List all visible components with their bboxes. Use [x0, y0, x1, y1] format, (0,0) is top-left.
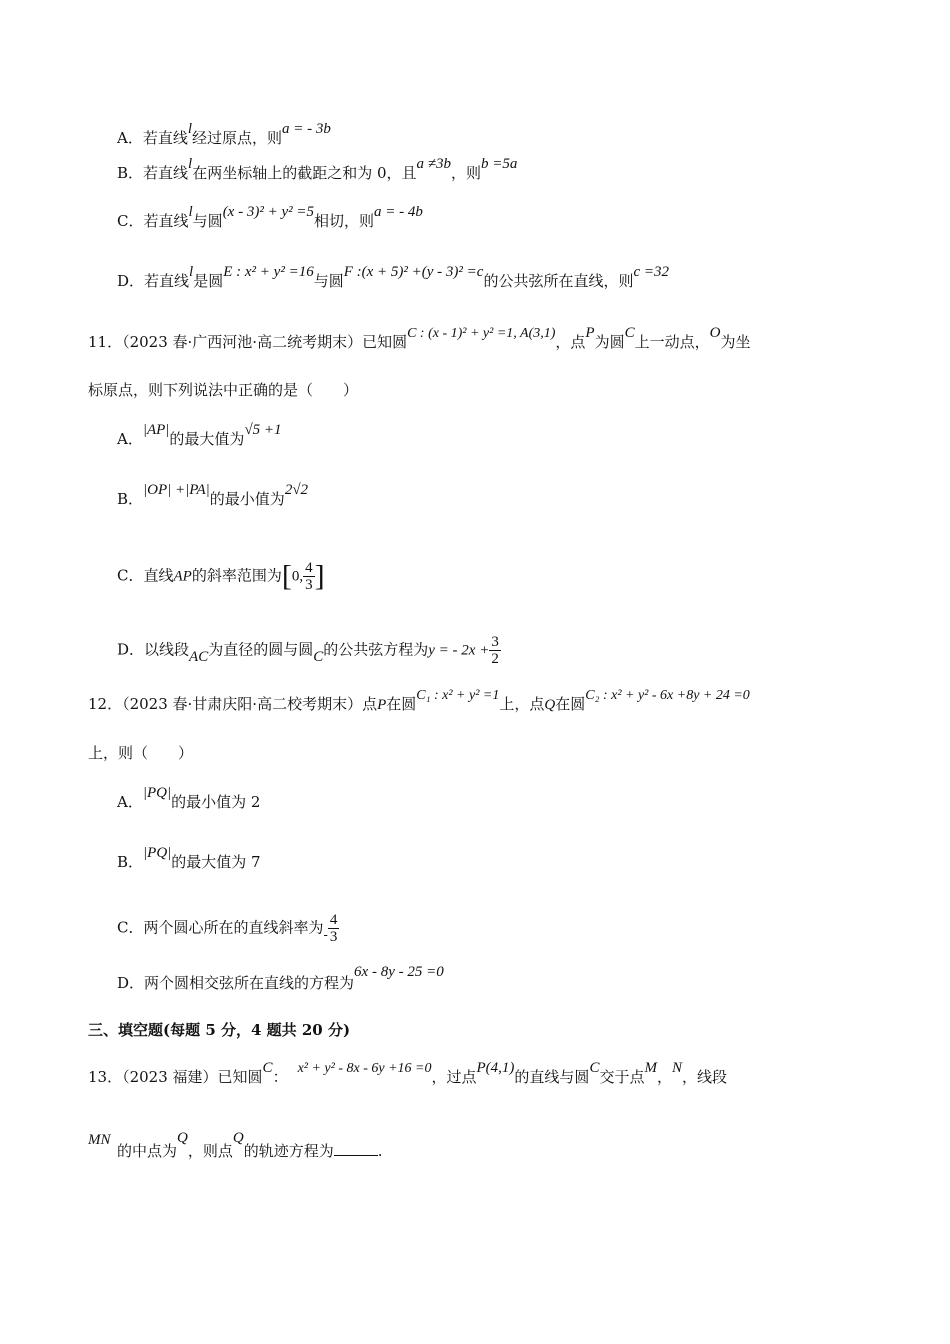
- q10-option-d: D．若直线l是圆E : x² + y² =16与圆F :(x + 5)² +(y - 3)² =c的公共弦所在直线，则c =32: [117, 264, 669, 290]
- q12-stem-line2: 上，则（ ）: [88, 744, 194, 762]
- q12-option-c: C．两个圆心所在的直线斜率为- $\frac{4}{3}$: [117, 912, 338, 945]
- q11-stem: 11．（2023 春·广西河池·高二统考期末）已知圆C : (x - 1)² + y² =1, A(3,1)，点P为圆C上一动点，O为坐: [88, 325, 751, 351]
- q10-option-c: C．若直线l与圆(x - 3)² + y² =5相切，则a = - 4b: [117, 204, 423, 230]
- q12-c-fraction: $\frac{4}{3}$: [329, 912, 338, 945]
- q11-stem-line2: 标原点，则下列说法中正确的是（ ）: [88, 381, 359, 399]
- q10-option-b: B．若直线l在两坐标轴上的截距之和为 0，且a ≠3b，则b =5a: [117, 156, 518, 182]
- q11-option-b: B．|OP| +|PA|的最小值为2√2: [117, 482, 309, 508]
- q11-option-a: A．|AP|的最大值为√5 +1: [117, 422, 282, 448]
- q10-option-a: A．若直线l经过原点，则a = - 3b: [117, 121, 331, 147]
- q13-stem: 13．（2023 福建）已知圆C： x² + y² - 8x - 6y +16 =0，过点P(4,1)的直线与圆C交于点M，N，线段: [88, 1060, 728, 1086]
- q13-stem-line2: 的中点为Q，则点Q的轨迹方程为 .: [117, 1130, 383, 1160]
- section-title: 三、填空题(每题 5 分，4 题共 20 分): [88, 1021, 351, 1039]
- q12-option-a: A．|PQ|的最小值为 2: [117, 785, 261, 811]
- q13-line2-math: MN: [88, 1132, 111, 1148]
- q12-stem: 12．（2023 春·甘肃庆阳·高二校考期末）点P在圆C₁ : x² + y² =1上，点Q在圆C₂ : x² + y² - 6x +8y + 24 =0: [88, 688, 750, 713]
- answer-blank[interactable]: [334, 1141, 378, 1156]
- q12-option-b: B．|PQ|的最大值为 7: [117, 845, 261, 871]
- q11-c-fraction: $\frac{4}{3}$: [305, 560, 313, 593]
- q12-option-d: D．两个圆相交弦所在直线的方程为6x - 8y - 25 =0: [117, 964, 444, 992]
- q11-d-fraction: $\frac{3}{2}$: [491, 634, 499, 667]
- q11-option-c: C．直线AP的斜率范围为[0, $\frac{4}{3}$ ]: [117, 559, 325, 593]
- q11-option-d: D．以线段AC为直径的圆与圆C的公共弦方程为y = - 2x + $\frac{3}{2}$: [117, 634, 499, 667]
